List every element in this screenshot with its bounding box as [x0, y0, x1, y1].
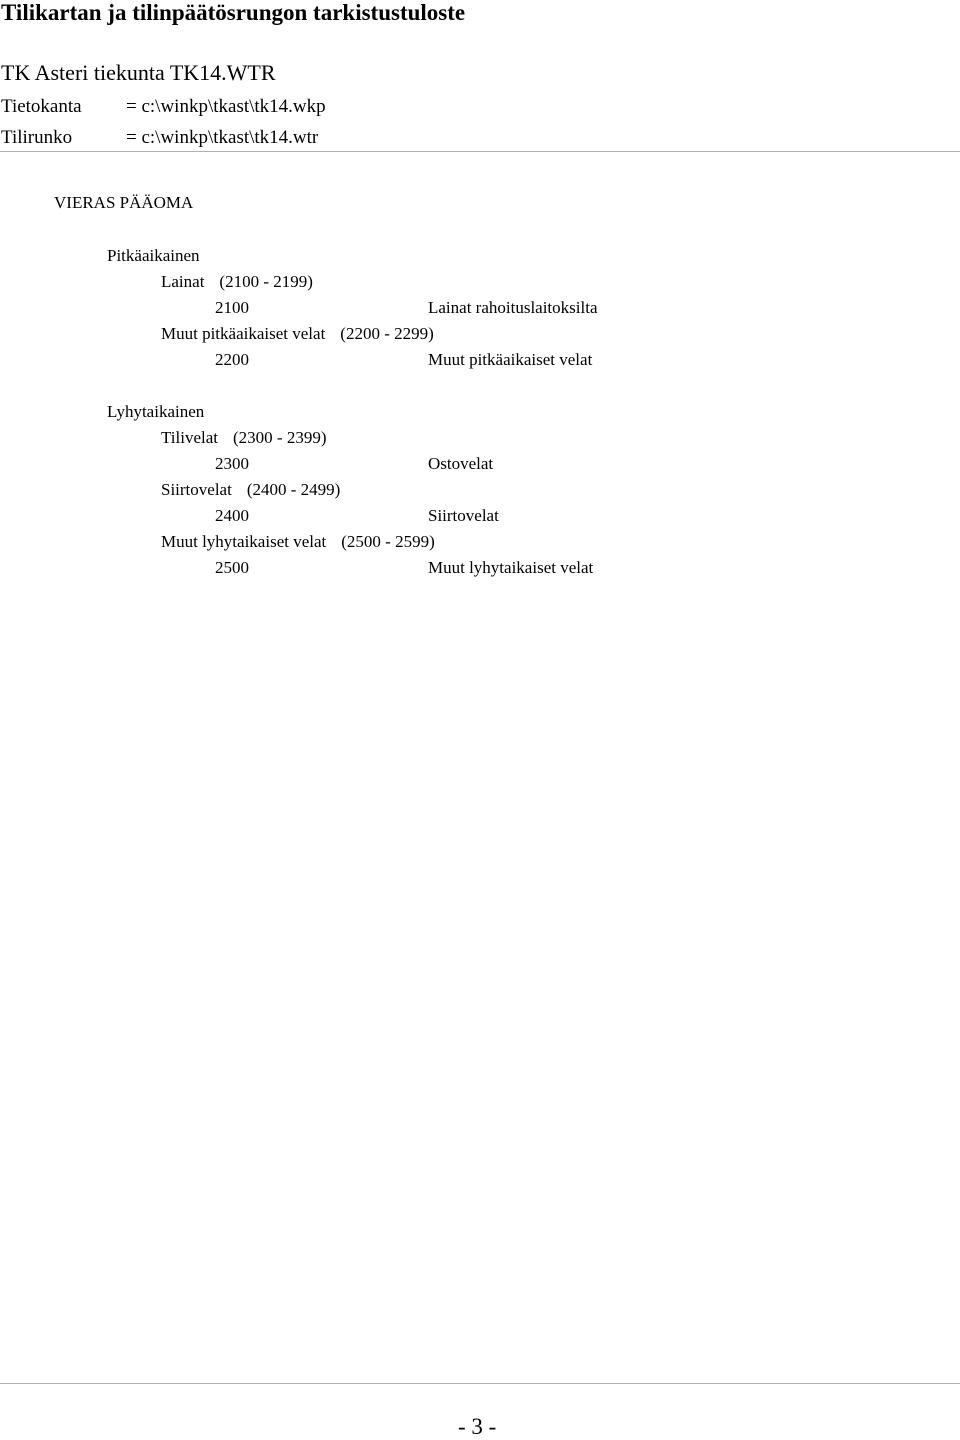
header-divider [0, 151, 960, 152]
group-heading: Pitkäaikainen [107, 246, 200, 265]
subgroup-range: (2300 - 2399) [233, 428, 327, 447]
subgroup-range: (2200 - 2299) [340, 324, 434, 343]
subgroup-name: Tilivelat [161, 428, 218, 447]
subgroup-name: Lainat [161, 272, 205, 291]
account-name: Ostovelat [428, 454, 494, 473]
subgroup-heading [161, 272, 313, 292]
group-heading: Lyhytaikainen [107, 402, 205, 421]
page-number: - 3 - [458, 1414, 497, 1439]
account-number: 2300 [215, 454, 249, 473]
account-name: Muut lyhytaikaiset velat [428, 558, 594, 577]
section-heading: VIERAS PÄÄOMA [54, 193, 194, 212]
subgroup-heading [161, 480, 340, 500]
subgroup-name: Muut lyhytaikaiset velat [161, 532, 327, 551]
report-subtitle: TK Asteri tiekunta TK14.WTR [1, 60, 276, 85]
subgroup-name: Muut pitkäaikaiset velat [161, 324, 326, 343]
database-label: Tietokanta [1, 96, 82, 117]
subgroup-range: (2100 - 2199) [219, 272, 313, 291]
database-value: = c:\winkp\tkast\tk14.wkp [126, 96, 326, 117]
footer-divider [0, 1383, 960, 1384]
account-name: Muut pitkäaikaiset velat [428, 350, 593, 369]
account-name: Siirtovelat [428, 506, 499, 525]
subgroup-heading [161, 324, 434, 344]
subgroup-name: Siirtovelat [161, 480, 232, 499]
subgroup-range: (2500 - 2599) [341, 532, 435, 551]
account-number: 2100 [215, 298, 249, 317]
subgroup-range: (2400 - 2499) [246, 480, 341, 499]
chart-label: Tilirunko [1, 127, 73, 148]
account-number: 2500 [215, 558, 249, 577]
account-number: 2400 [215, 506, 249, 525]
report-title: Tilikartan ja tilinpäätösrungon tarkistustuloste [1, 0, 466, 25]
subgroup-heading [161, 428, 326, 448]
account-number: 2200 [215, 350, 249, 369]
account-name: Lainat rahoituslaitoksilta [428, 298, 598, 317]
chart-value: = c:\winkp\tkast\tk14.wtr [126, 127, 319, 148]
subgroup-heading [161, 532, 435, 552]
